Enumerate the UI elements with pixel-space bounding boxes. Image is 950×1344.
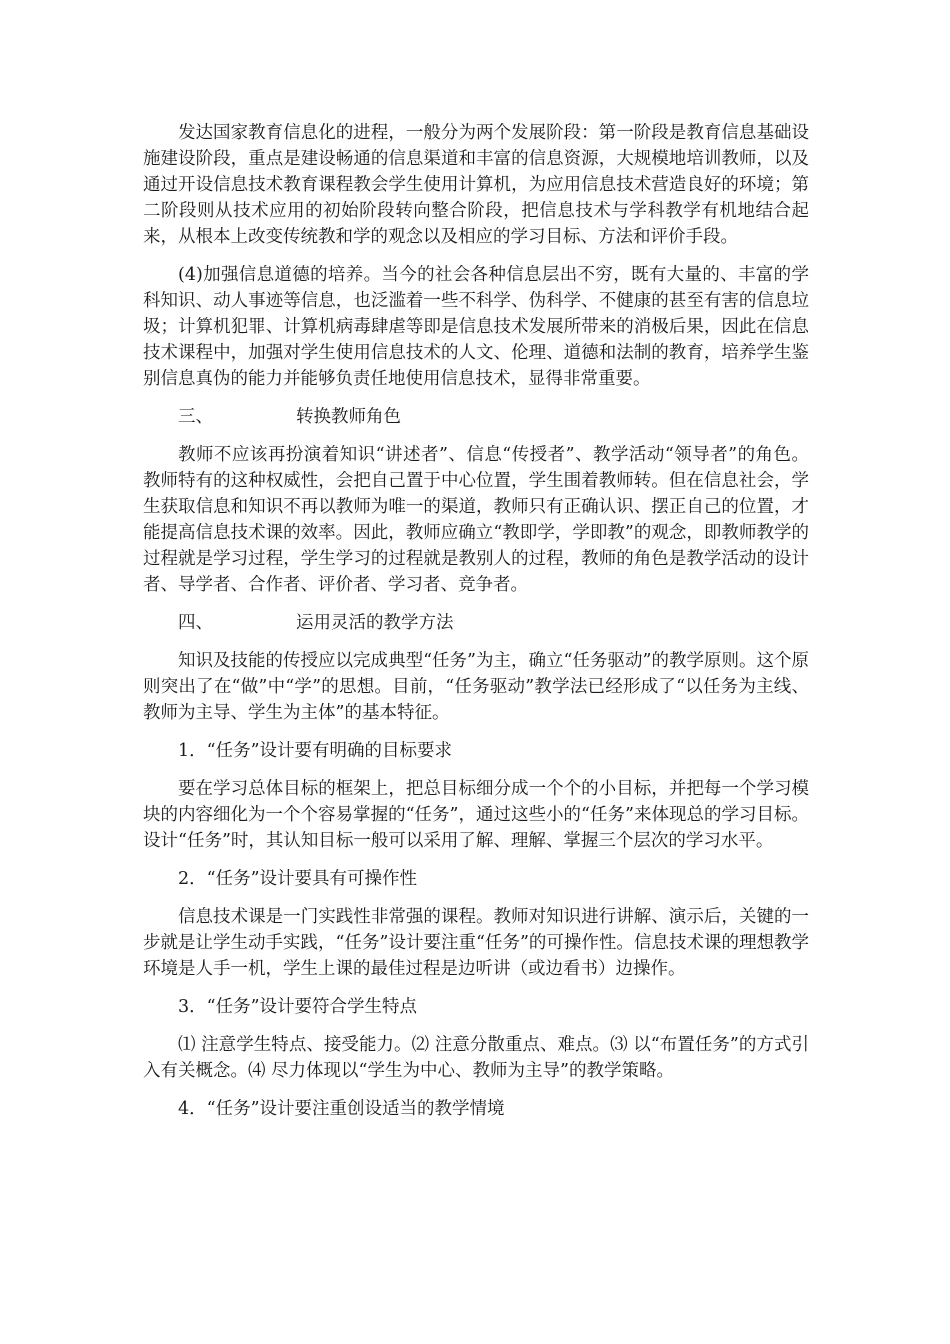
document-body (143, 120, 809, 1134)
section-number: 三、 (178, 407, 213, 427)
section-title: 运用灵活的教学方法 (296, 613, 454, 633)
subheading-3: 3．“任务”设计要符合学生特点 (178, 997, 418, 1017)
paragraph-task-goals: 要在学习总体目标的框架上，把总目标细分成一个个的小目标，并把每一个学习模块的内容细化为一个个容易掌握的“任务”，通过这些小的“任务”来体现总的学习目标。设计“任务”时，其认知目标一般可以采用了解、理解、掌握三个层次的学习水平。 (143, 779, 809, 851)
subheading-4: 4．“任务”设计要注重创设适当的教学情境 (178, 1099, 505, 1119)
paragraph-development-stages: 发达国家教育信息化的进程，一般分为两个发展阶段：第一阶段是教育信息基础设施建设阶段，重点是建设畅通的信息渠道和丰富的信息资源，大规模地培训教师，以及通过开设信息技术教育课程教会学生使用计算机，为应用信息技术营造良好的环境；第二阶段则从技术应用的初始阶段转向整合阶段，把信息技术与学科教学有机地结合起来，从根本上改变传统教和学的观念以及相应的学习目标、方法和评价手段。 (143, 123, 809, 247)
section-title: 转换教师角色 (296, 407, 401, 427)
subheading-2: 2．“任务”设计要具有可操作性 (178, 869, 418, 889)
section-number: 四、 (178, 613, 213, 633)
paragraph-information-ethics: (4)加强信息道德的培养。当今的社会各种信息层出不穷，既有大量的、丰富的学科知识、动人事迹等信息，也泛滥着一些不科学、伪科学、不健康的甚至有害的信息垃圾；计算机犯罪、计算机病毒肆虐等即是信息技术发展所带来的消极后果，因此在信息技术课程中，加强对学生使用信息技术的人文、伦理、道德和法制的教育，培养学生鉴别信息真伪的能力并能够负责任地使用信息技术，显得非常重要。 (143, 265, 809, 389)
paragraph-student-traits: ⑴ 注意学生特点、接受能力。⑵ 注意分散重点、难点。⑶ 以“布置任务”的方式引入有关概念。⑷ 尽力体现以“学生为中心、教师为主导”的教学策略。 (143, 1035, 809, 1081)
section-heading-3 (143, 404, 809, 430)
subheading-1: 1．“任务”设计要有明确的目标要求 (178, 741, 453, 761)
section-heading-4 (143, 610, 809, 636)
paragraph-operability: 信息技术课是一门实践性非常强的课程。教师对知识进行讲解、演示后，关键的一步就是让学生动手实践，“任务”设计要注重“任务”的可操作性。信息技术课的理想教学环境是人手一机，学生上课的最佳过程是边听讲（或边看书）边操作。 (143, 907, 809, 979)
paragraph-task-driven: 知识及技能的传授应以完成典型“任务”为主，确立“任务驱动”的教学原则。这个原则突出了在“做”中“学”的思想。目前，“任务驱动”教学法已经形成了“以任务为主线、教师为主导、学生为主体”的基本特征。 (143, 651, 809, 723)
paragraph-teacher-role: 教师不应该再扮演着知识“讲述者”、信息“传授者”、教学活动“领导者”的角色。教师特有的这种权威性，会把自己置于中心位置，学生围着教师转。但在信息社会，学生获取信息和知识不再以教师为唯一的渠道，教师只有正确认识、摆正自己的位置，才能提高信息技术课的效率。因此，教师应确立“教即学，学即教”的观念，即教师教学的过程就是学习过程，学生学习的过程就是教别人的过程，教师的角色是教学活动的设计者、导学者、合作者、评价者、学习者、竞争者。 (143, 445, 809, 595)
